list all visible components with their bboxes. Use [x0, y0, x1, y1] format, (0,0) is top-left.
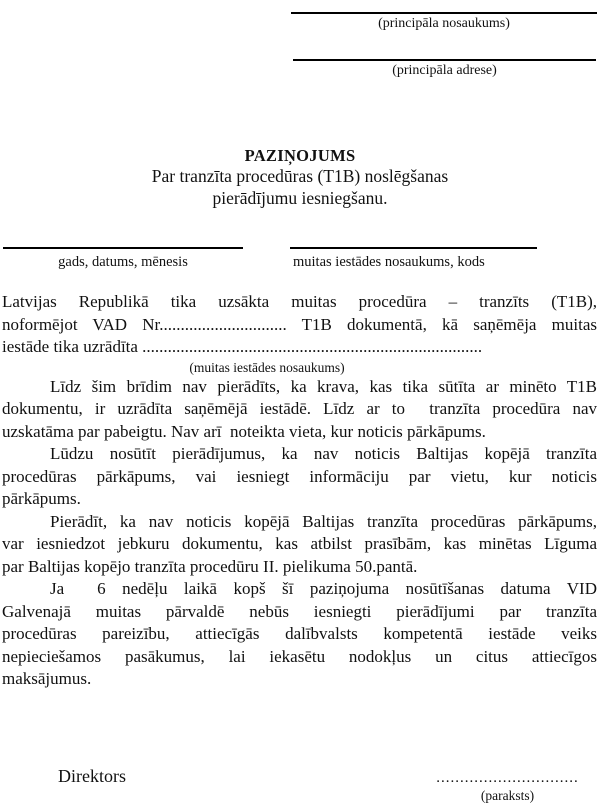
text-line: Līdz šim brīdim nav pierādīts, ka krava, kas tika sūtīta ar minēto T1B	[50, 376, 597, 396]
principal-address-label: (principāla adrese)	[392, 63, 497, 78]
text-line: maksājumus.	[2, 669, 92, 688]
customs-office-name-caption: (muitas iestādes nosaukums)	[189, 359, 345, 375]
principal-address-fill-line	[293, 59, 596, 61]
document-subtitle-line2: pierādījumu iesniegšanu.	[212, 188, 388, 208]
text-line: Latvijas Republikā tika uzsākta muitas procedūra – tranzīts (T1B),	[2, 292, 597, 311]
text-line: iestāde tika uzrādīta ................................................................................	[2, 337, 483, 356]
text-line: Pierādīt, ka nav noticis kopējā Baltijas tranzīta procedūras pārkāpums,	[50, 511, 597, 531]
signature-fill-dots: ..............................	[436, 770, 579, 786]
title-block	[0, 146, 600, 209]
signature-caption: (paraksts)	[480, 788, 535, 803]
text-line: noformējot VAD Nr.............................. T1B dokumentā, kā saņēmēja muitas	[2, 314, 597, 334]
text-line: var iesniedzot jebkuru dokumentu, kas atbilst prasībām, kas minētas Līguma	[2, 534, 597, 553]
body-text	[2, 291, 597, 691]
text-line: uzskatāma par pabeigtu. Nav arī noteikta vieta, kur noticis pārkāpums.	[2, 421, 486, 441]
text-line: Ja 6 nedēļu laikā kopš šī paziņojuma nosūtīšanas datuma VID	[50, 579, 597, 598]
text-line: par Baltijas kopējo tranzīta procedūru II. pielikuma 50.pantā.	[2, 556, 418, 576]
signatory-role: Direktors	[58, 766, 126, 786]
text-line: Galvenajā muitas pārvaldē nebūs iesniegti pierādījumi par tranzīta	[2, 601, 597, 621]
date-fill-line	[3, 247, 243, 249]
customs-office-field-label: muitas iestādes nosaukums, kods	[293, 254, 485, 270]
text-line: nepieciešamos pasākumus, lai iekasētu nodokļus un citus attiecīgos	[2, 646, 597, 666]
text-line: procedūras pareizību, attiecīgās dalībvalsts kompetentā iestāde veiks	[2, 624, 597, 643]
text-line: Lūdzu nosūtīt pierādījumus, ka nav noticis Baltijas kopējā tranzīta	[50, 444, 597, 463]
document-subtitle-line1: Par tranzīta procedūras (T1B) noslēgšanas	[151, 166, 449, 186]
text-line: dokumentu, ir uzrādīta saņēmējā iestādē. Līdz ar to tranzīta procedūra nav	[2, 399, 597, 418]
date-field-label: gads, datums, mēnesis	[58, 254, 188, 270]
text-line: pārkāpums.	[2, 489, 81, 508]
customs-office-fill-line	[290, 247, 537, 249]
text-line: procedūras pārkāpums, vai iesniegt informāciju par vietu, kur noticis	[2, 466, 597, 486]
principal-name-label: (principāla nosaukums)	[378, 16, 510, 31]
principal-name-fill-line	[291, 12, 597, 14]
document-title: PAZIŅOJUMS	[244, 146, 356, 165]
